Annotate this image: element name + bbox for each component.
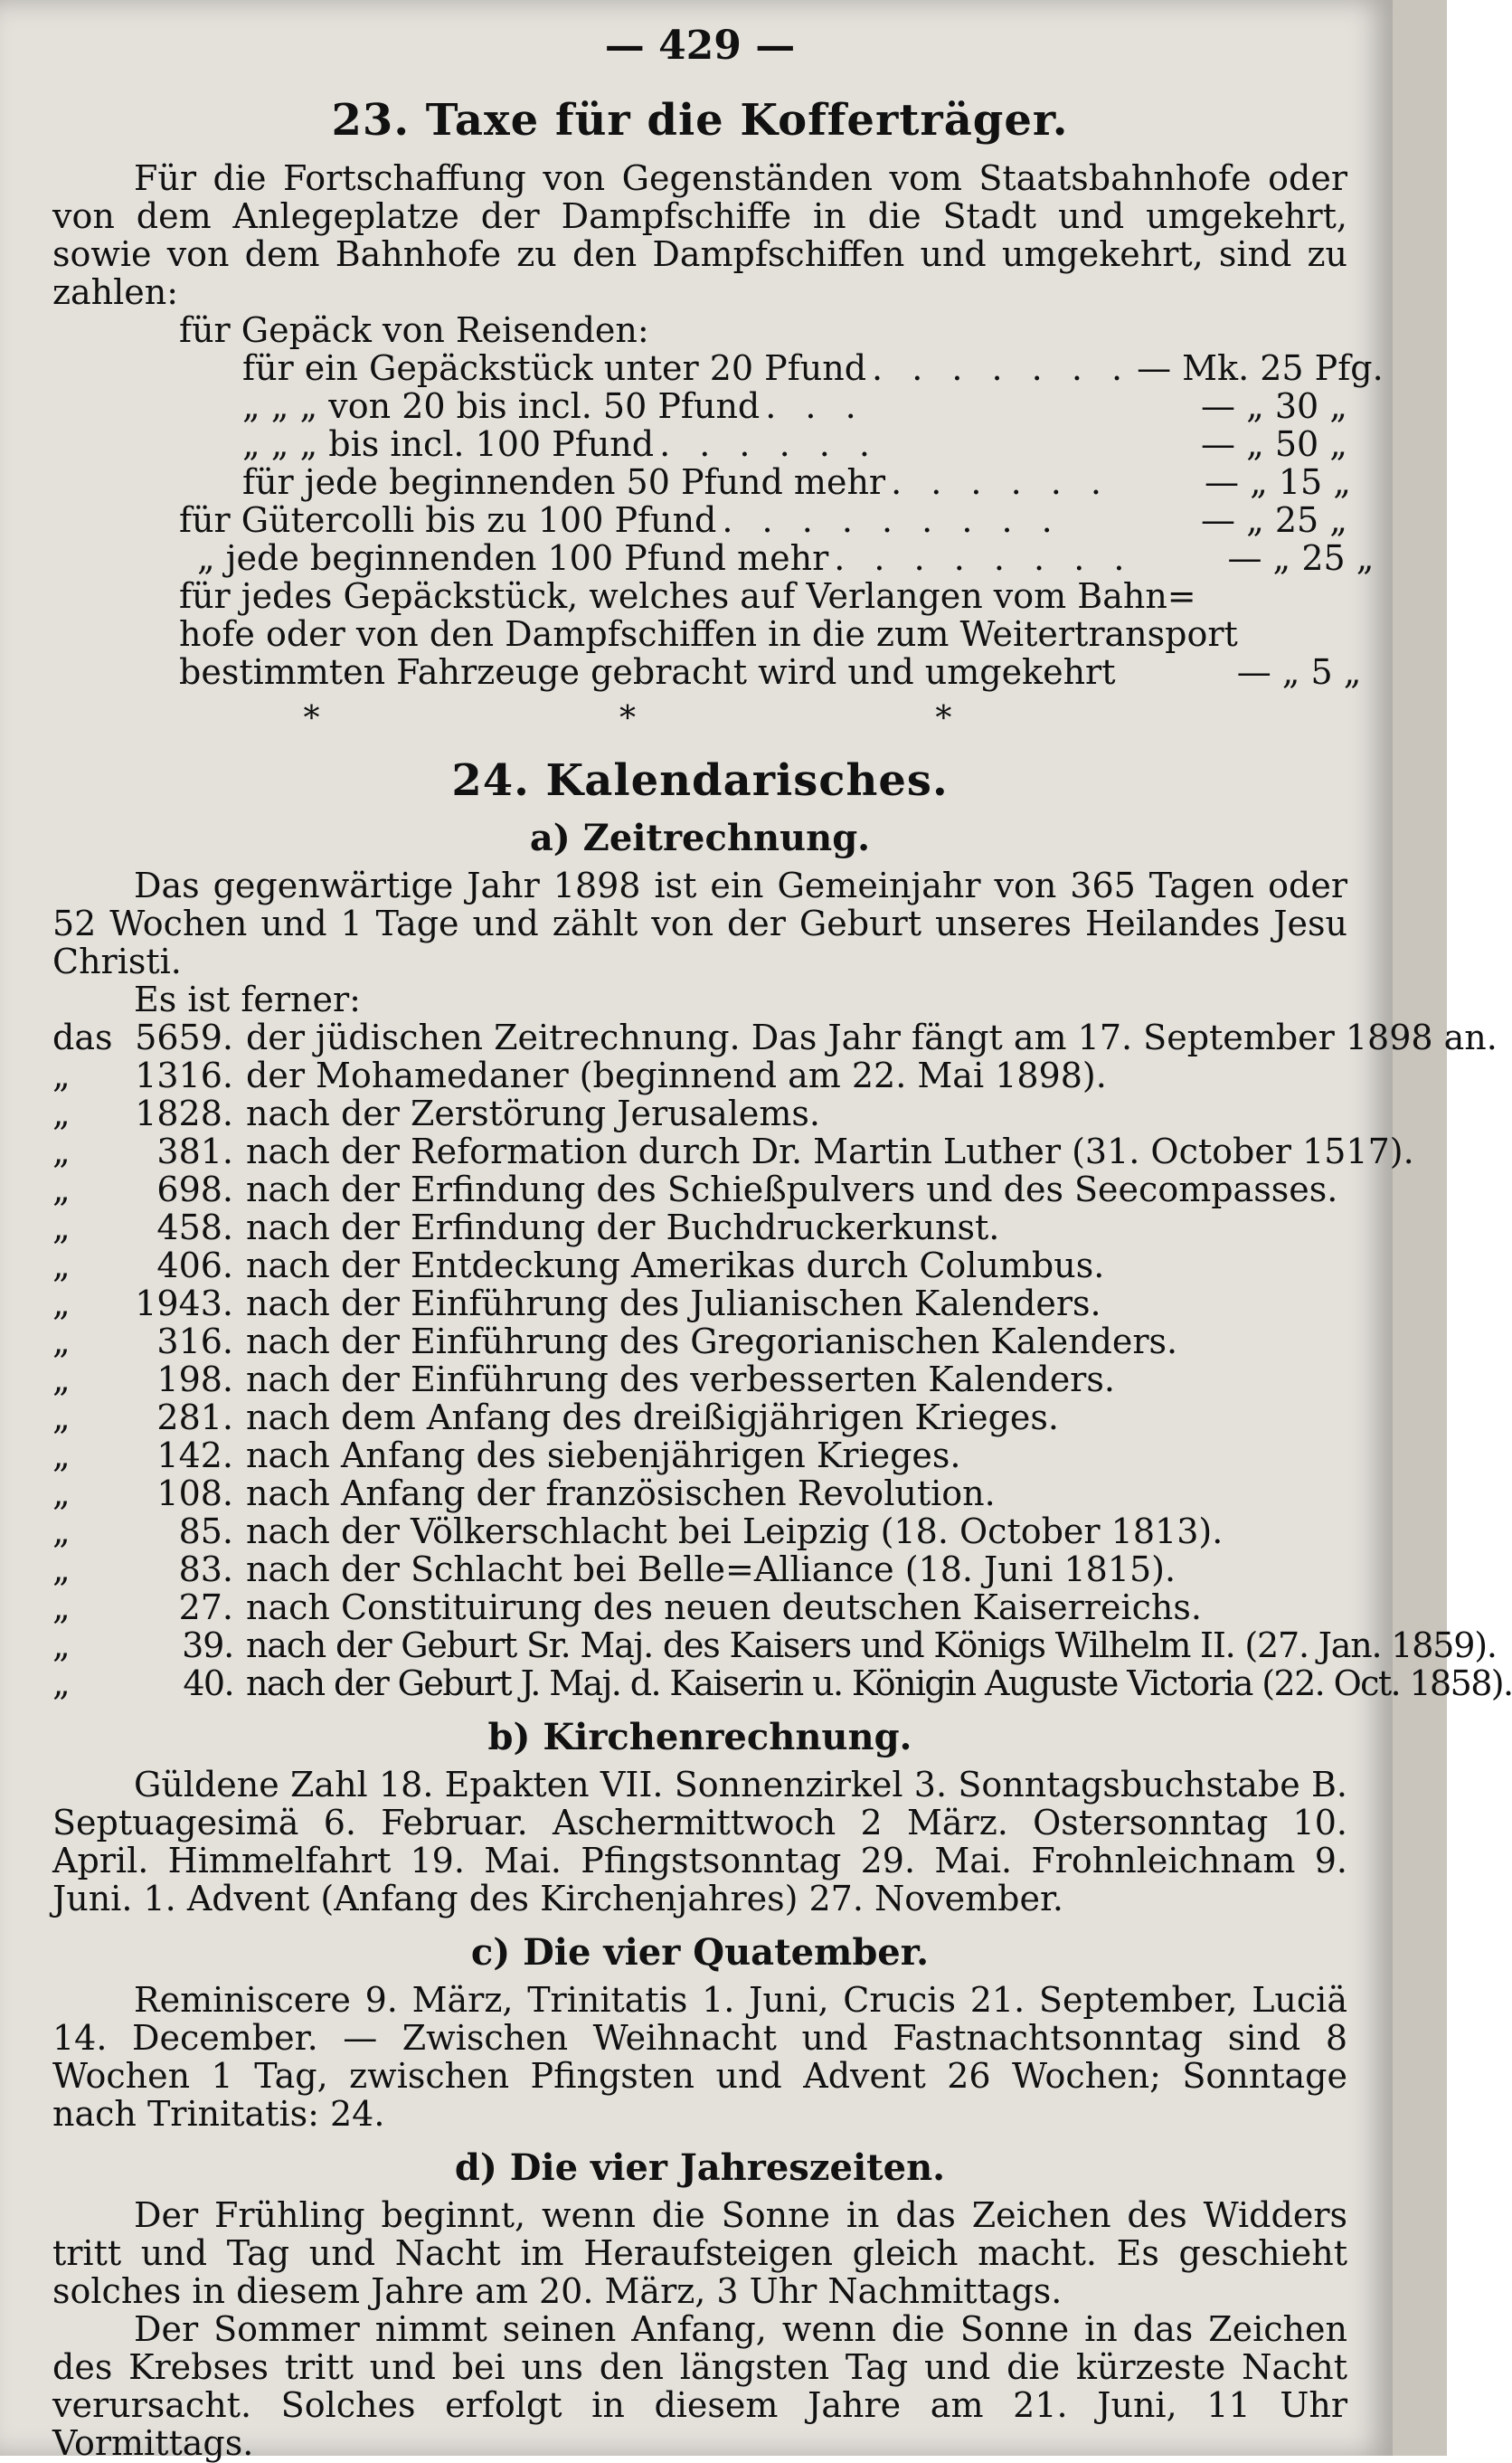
year-text: nach der Erfindung der Buchdruckerkunst. (246, 1208, 1000, 1247)
year-number: 458. (156, 1208, 233, 1247)
year-number: 698. (156, 1170, 233, 1209)
year-number: 406. (156, 1246, 233, 1285)
year-list (52, 1018, 1512, 1703)
section-23-intro: Für die Fortschaffung von Gegenständen vom Staatsbahnhofe oder von dem Anlegeplatze der Dampfschiffe in die Stadt und umgekehrt, sowie von dem Bahnhofe zu den Dampfschiffen und umgekehrt, sind zu zahlen: (52, 158, 1347, 312)
year-number: 1943. (135, 1284, 233, 1323)
fee-row (52, 425, 1347, 463)
year-number: 83. (178, 1549, 233, 1589)
year-text: nach Anfang der französischen Revolution. (246, 1473, 996, 1513)
subsection-c-text: Reminiscere 9. März, Trinitatis 1. Juni, Crucis 21. September, Luciä 14. December. — Zwischen Weihnacht und Fastnachtsonntag sind 8 Wochen 1 Tag, zwischen Pfingsten und Advent 26 Wochen; Sonntage nach Trinitatis: 24. (52, 1980, 1347, 2134)
year-text: nach der Einführung des Gregorianischen Kalenders. (246, 1321, 1178, 1361)
fee-description: „ „ „ von 20 bis incl. 50 Pfund (242, 386, 761, 426)
subsection-a-ferner: Es ist ferner: (134, 980, 361, 1019)
year-text: der Mohamedaner (beginnend am 22. Mai 1898). (246, 1056, 1107, 1095)
year-prefix: „ (52, 1625, 70, 1665)
year-row (52, 1246, 1347, 1284)
section-23-title: 23. Taxe für die Kofferträger. (331, 95, 1069, 146)
year-prefix: „ (52, 1170, 71, 1209)
year-row (52, 1170, 1347, 1208)
fee-description-line: bestimmten Fahrzeuge gebracht wird und umgekehrt (179, 652, 1116, 692)
page-content (52, 23, 1512, 2463)
fee-description-line: hofe oder von den Dampfschiffen in die zum Weitertransport (179, 614, 1238, 654)
year-prefix: „ (52, 1511, 71, 1551)
year-row (52, 1474, 1347, 1512)
year-number: 381. (156, 1132, 233, 1171)
year-text: nach der Erfindung des Schießpulvers und des Seecompasses. (246, 1170, 1338, 1209)
fee-price: — „ 15 „ (1205, 462, 1351, 502)
year-row (52, 1132, 1414, 1171)
year-row (52, 1512, 1347, 1550)
year-text: nach Constituirung des neuen deutschen Kaiserreichs. (246, 1587, 1202, 1627)
year-prefix: „ (52, 1435, 71, 1475)
year-text: nach der Reformation durch Dr. Martin Luther (31. October 1517). (246, 1132, 1414, 1171)
fee-dots: . . . . . . . (872, 348, 1132, 388)
fee-list (52, 348, 1384, 692)
year-row (52, 1360, 1347, 1398)
fee-dots: . . . . . . . . . (722, 500, 1062, 540)
year-text: nach dem Anfang des dreißigjährigen Krieges. (246, 1397, 1059, 1437)
year-text: nach der Einführung des verbesserten Kalenders. (246, 1359, 1115, 1399)
year-number: 1316. (135, 1056, 233, 1095)
section-24-title: 24. Kalendarisches. (451, 755, 949, 806)
fee-price: — „ 5 „ (1236, 652, 1362, 692)
year-text: nach Anfang des siebenjährigen Krieges. (246, 1435, 961, 1475)
year-prefix: „ (52, 1359, 71, 1399)
year-number: 5659. (135, 1018, 233, 1057)
year-text: nach der Geburt J. Maj. d. Kaiserin u. Königin Auguste Victoria (22. Oct. 1858). (246, 1663, 1512, 1703)
year-row (52, 1322, 1347, 1360)
fee-description: für Gütercolli bis zu 100 Pfund (179, 500, 717, 540)
fee-description: für ein Gepäckstück unter 20 Pfund (242, 348, 867, 388)
year-text: nach der Schlacht bei Belle=Alliance (18. Juni 1815). (246, 1549, 1177, 1589)
year-prefix: „ (52, 1094, 71, 1133)
year-number: 316. (156, 1321, 233, 1361)
year-prefix: „ (52, 1208, 71, 1247)
year-row (52, 1094, 1347, 1132)
fee-description: für jede beginnenden 50 Pfund mehr (242, 462, 886, 502)
year-prefix: „ (52, 1549, 71, 1589)
year-prefix: „ (52, 1473, 71, 1513)
fee-price: — „ 30 „ (1201, 386, 1347, 426)
year-number: 85. (178, 1511, 233, 1551)
year-row (52, 1550, 1347, 1588)
year-prefix: das (52, 1018, 113, 1057)
subsection-b-title: b) Kirchenrechnung. (487, 1716, 912, 1758)
year-row (52, 1398, 1347, 1436)
fee-dots: . . . . . . (891, 462, 1110, 502)
year-number: 27. (178, 1587, 233, 1627)
subsection-a-intro: Das gegenwärtige Jahr 1898 ist ein Gemeinjahr von 365 Tagen oder 52 Wochen und 1 Tage und zählt von der Geburt unseres Heilandes Jesu Christi. (52, 866, 1347, 981)
subsection-d-title: d) Die vier Jahreszeiten. (454, 2146, 946, 2189)
year-number: 142. (156, 1435, 233, 1475)
year-row (52, 1436, 1347, 1474)
year-text: nach der Zerstörung Jerusalems. (246, 1094, 821, 1133)
fee-row-multiline (52, 576, 1362, 692)
fee-row (52, 538, 1375, 578)
year-number: 1828. (135, 1094, 233, 1133)
fee-price: — „ 25 „ (1227, 538, 1375, 578)
fee-dots: . . . . . . (659, 424, 879, 464)
year-row (52, 1284, 1347, 1322)
year-number: 198. (156, 1359, 233, 1399)
section-separator: * * * (303, 700, 1097, 737)
fee-price: — „ 25 „ (1201, 500, 1347, 540)
page-number: — 429 — (604, 23, 796, 69)
year-number: 281. (156, 1397, 233, 1437)
fee-row (52, 462, 1351, 502)
year-prefix: „ (52, 1284, 71, 1323)
fee-description: „ „ „ bis incl. 100 Pfund (242, 424, 655, 464)
year-row (52, 1056, 1347, 1094)
subsection-c-title: c) Die vier Quatember. (470, 1931, 930, 1974)
year-number: 108. (156, 1473, 233, 1513)
year-prefix: „ (52, 1663, 70, 1703)
year-row (52, 1208, 1347, 1246)
subsection-b-text: Güldene Zahl 18. Epakten VII. Sonnenzirkel 3. Sonntagsbuchstabe B. Septuagesimä 6. Februar. Aschermittwoch 2 März. Ostersonntag 10. April. Himmelfahrt 19. Mai. Pfingstsonntag 29. Mai. Frohnleichnam 9. Juni. 1. Advent (Anfang des Kirchenjahres) 27. November. (52, 1765, 1347, 1918)
fee-description-line: für jedes Gepäckstück, welches auf Verlangen vom Bahn= (179, 576, 1196, 616)
year-text: nach der Einführung des Julianischen Kalenders. (246, 1284, 1101, 1323)
year-prefix: „ (52, 1132, 71, 1171)
subsection-a-title: a) Zeitrechnung. (529, 817, 871, 859)
year-number: 39. (182, 1625, 233, 1665)
year-text: nach der Geburt Sr. Maj. des Kaisers und Königs Wilhelm II. (27. Jan. 1859). (246, 1625, 1497, 1665)
subsection-d-text-spring: Der Frühling beginnt, wenn die Sonne in das Zeichen des Widders tritt und Tag und Nacht im Heraufsteigen gleich macht. Es geschieht solches in diesem Jahre am 20. März, 3 Uhr Nachmittags. (52, 2195, 1347, 2311)
fee-row (52, 501, 1347, 539)
year-text: der jüdischen Zeitrechnung. Das Jahr fängt am 17. September 1898 an. (246, 1018, 1498, 1057)
year-row (52, 1625, 1497, 1665)
fee-row (52, 348, 1384, 388)
luggage-heading: für Gepäck von Reisenden: (179, 310, 649, 350)
fee-description: „ jede beginnenden 100 Pfund mehr (197, 538, 829, 578)
subsection-d-text-summer: Der Sommer nimmt seinen Anfang, wenn die Sonne in das Zeichen des Krebses tritt und bei uns den längsten Tag und die kürzeste Nacht verursacht. Solches erfolgt in diesem Jahre am 21. Juni, 11 Uhr Vormittags. (52, 2309, 1347, 2463)
year-prefix: „ (52, 1321, 71, 1361)
year-prefix: „ (52, 1056, 71, 1095)
year-row (52, 1663, 1512, 1703)
year-prefix: „ (52, 1397, 71, 1437)
year-prefix: „ (52, 1246, 71, 1285)
year-text: nach der Entdeckung Amerikas durch Columbus. (246, 1246, 1105, 1285)
year-row (52, 1588, 1347, 1626)
year-text: nach der Völkerschlacht bei Leipzig (18. October 1813). (246, 1511, 1224, 1551)
year-number: 40. (183, 1663, 233, 1703)
fee-row (179, 652, 1362, 692)
year-row (52, 1018, 1498, 1057)
fee-dots: . . . (765, 386, 865, 426)
year-prefix: „ (52, 1587, 71, 1627)
fee-row (52, 387, 1347, 425)
fee-dots: . . . . . . . . (834, 538, 1134, 578)
fee-price: — Mk. 25 Pfg. (1137, 348, 1384, 388)
fee-price: — „ 50 „ (1201, 424, 1347, 464)
